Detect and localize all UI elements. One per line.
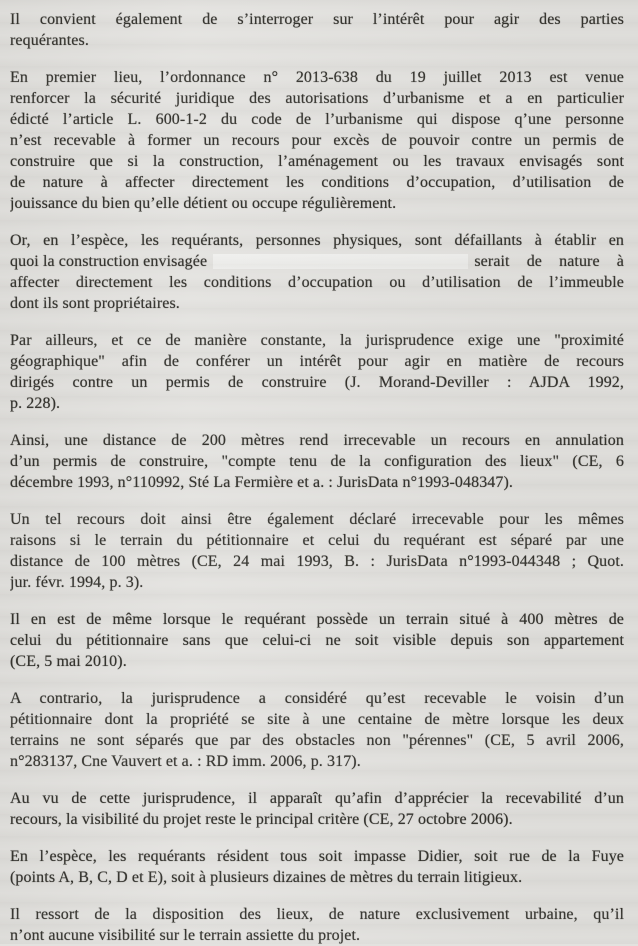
- text-line: jouissance du bien qu’elle détient ou occupe régulièrement.: [10, 195, 397, 212]
- text-line: Il convient également de s’interroger sur l’intérêt pour agir des parties: [10, 11, 624, 28]
- text-line: Il en est de même lorsque le requérant possède un terrain situé à 400 mètres de: [10, 611, 624, 628]
- text-line: affecter directement les conditions d’occupation ou d’utilisation de l’immeuble: [10, 274, 624, 291]
- text-line: renforcer la sécurité juridique des autorisations d’urbanisme et a en particulier: [10, 90, 624, 107]
- text-line: de nature à affecter directement les conditions d’occupation, d’utilisation de: [10, 174, 624, 191]
- text-line: jur. févr. 1994, p. 3).: [10, 574, 144, 591]
- paragraph: [10, 788, 624, 830]
- text-line: requérantes.: [10, 32, 89, 49]
- redaction-before-text: quoi la construction envisagée: [10, 253, 208, 270]
- text-line: dirigés contre un permis de construire (J. Morand-Deviller : AJDA 1992,: [10, 374, 624, 391]
- text-line: p. 228).: [10, 395, 61, 412]
- text-line: A contrario, la jurisprudence a considéré qu’est recevable le voisin d’un: [10, 690, 624, 707]
- paragraph: [10, 609, 624, 672]
- text-line: Un tel recours doit ainsi être également déclaré irrecevable pour les mêmes: [10, 511, 624, 528]
- text-line: décembre 1993, n°110992, Sté La Fermière et a. : JurisData n°1993-048347).: [10, 474, 514, 491]
- text-line: En l’espèce, les requérants résident tous soit impasse Didier, soit rue de la Fuye: [10, 848, 624, 865]
- text-line: géographique" afin de conférer un intérêt pour agir en matière de recours: [10, 353, 624, 370]
- text-line: pétitionnaire dont la propriété se site à une centaine de mètre lorsque les deux: [10, 711, 624, 728]
- text-line: n’ont aucune visibilité sur le terrain assiette du projet.: [10, 927, 361, 944]
- paragraph: [10, 509, 624, 593]
- text-line: édicté l’article L. 600-1-2 du code de l’urbanisme qui dispose q’une personne: [10, 111, 624, 128]
- text-line: Au vu de cette jurisprudence, il apparaît qu’afin d’apprécier la recevabilité d’un: [10, 790, 624, 807]
- redaction-after-text: serait de nature à: [474, 253, 624, 270]
- text-line: dont ils sont propriétaires.: [10, 295, 180, 312]
- paragraph: [10, 230, 624, 314]
- text-line: distance de 100 mètres (CE, 24 mai 1993, B. : JurisData n°1993-044348 ; Quot.: [10, 553, 624, 570]
- redaction-gap: [213, 254, 468, 269]
- document-body: [10, 9, 624, 946]
- paragraph: [10, 330, 624, 414]
- paragraph: [10, 67, 624, 214]
- text-line: (CE, 5 mai 2010).: [10, 653, 127, 670]
- text-line: n’est recevable à former un recours pour excès de pouvoir contre un permis de: [10, 132, 624, 149]
- text-line: (points A, B, C, D et E), soit à plusieurs dizaines de mètres du terrain litigieux.: [10, 869, 523, 886]
- text-line: En premier lieu, l’ordonnance n° 2013-638 du 19 juillet 2013 est venue: [10, 69, 624, 86]
- text-line: construire que si la construction, l’aménagement ou les travaux envisagés sont: [10, 153, 624, 170]
- text-line: Ainsi, une distance de 200 mètres rend irrecevable un recours en annulation: [10, 432, 624, 449]
- text-line: n°283137, Cne Vauvert et a. : RD imm. 2006, p. 317).: [10, 753, 361, 770]
- text-line: Or, en l’espèce, les requérants, personnes physiques, sont défaillants à établir en: [10, 232, 624, 249]
- paragraph: [10, 688, 624, 772]
- redacted-text-line: [10, 251, 624, 272]
- text-line: celui du pétitionnaire sans que celui-ci ne soit visible depuis son appartement: [10, 632, 624, 649]
- text-line: raisons si le terrain du pétitionnaire et celui du requérant est séparé par une: [10, 532, 624, 549]
- text-line: Il ressort de la disposition des lieux, de nature exclusivement urbaine, qu’il: [10, 906, 624, 923]
- text-line: recours, la visibilité du projet reste le principal critère (CE, 27 octobre 2006).: [10, 811, 513, 828]
- paragraph: [10, 846, 624, 888]
- text-line: terrains ne sont séparés que par des obstacles non "pérennes" (CE, 5 avril 2006,: [10, 732, 624, 749]
- text-line: d’un permis de construire, "compte tenu de la configuration des lieux" (CE, 6: [10, 453, 624, 470]
- text-line: Par ailleurs, et ce de manière constante, la jurisprudence exige une "proximité: [10, 332, 624, 349]
- paragraph: [10, 9, 624, 51]
- paragraph: [10, 430, 624, 493]
- paragraph: [10, 904, 624, 946]
